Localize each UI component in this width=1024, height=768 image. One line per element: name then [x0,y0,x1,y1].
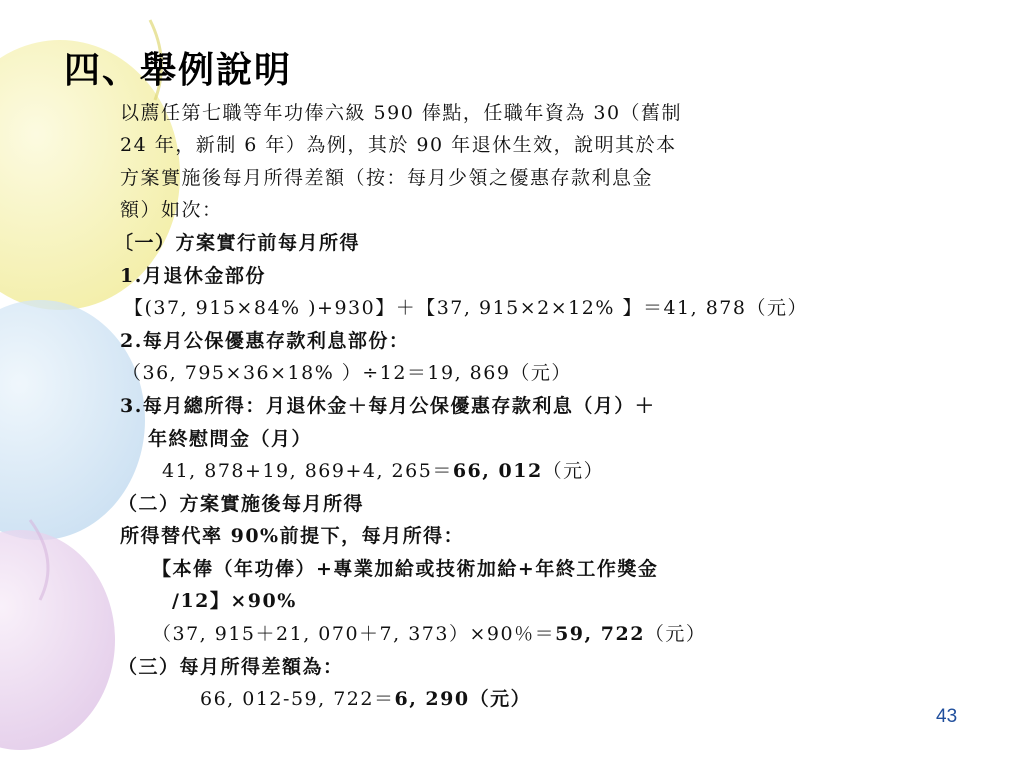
intro-line-4: 額）如次： [120,199,223,221]
slide-title: 四、舉例說明 [64,49,293,91]
page-number: 43 [936,706,958,727]
intro-line-1: 以薦任第七職等年功俸六級 590 俸點，任職年資為 30（舊制 [120,102,683,124]
item-3-formula-unit: （元） [542,460,605,482]
intro-line-3: 方案實施後每月所得差額（按：每月少領之優惠存款利息金 [120,167,654,189]
item-1-heading: 1.月退休金部份 [120,265,266,287]
section-3-calc-result: 6, 290（元） [394,688,532,710]
section-2-calc-expr: （37, 915＋21, 070＋7, 373）×90％＝ [152,623,556,645]
section-1-heading: 〔一）方案實行前每月所得 [114,232,361,254]
item-3-formula-expr: 41, 878+19, 869+4, 265＝ [162,460,453,482]
intro-line-2: 24 年，新制 6 年）為例，其於 90 年退休生效，說明其於本 [120,134,677,156]
item-2-heading: 2.每月公保優惠存款利息部份： [120,330,410,352]
section-2-premise: 所得替代率 90%前提下，每月所得： [120,525,465,547]
item-3-formula [162,459,604,483]
item-3-heading-cont: 年終慰問金（月） [148,428,313,450]
section-3-calculation [200,687,531,711]
section-2-formula-line-1: 【本俸（年功俸）+專業加給或技術加給+年終工作獎金 [152,558,659,580]
section-3-heading: （三）每月所得差額為： [118,656,344,678]
item-3-heading: 3.每月總所得：月退休金＋每月公保優惠存款利息（月）＋ [120,395,656,417]
section-2-calc-unit: （元） [644,623,707,645]
item-3-formula-result: 66, 012 [452,460,543,482]
section-2-formula-line-2: /12】×90% [172,590,297,612]
section-3-calc-expr: 66, 012-59, 722＝ [200,688,395,710]
item-1-formula: 【(37, 915×84% )+930】＋【37, 915×2×12% 】＝41, 878（元） [124,297,808,319]
section-2-calc-result: 59, 722 [555,623,645,645]
item-2-formula: （36, 795×36×18% ）÷12＝19, 869（元） [122,362,572,384]
section-2-heading: （二）方案實施後每月所得 [118,493,365,515]
section-2-calculation [152,622,706,646]
